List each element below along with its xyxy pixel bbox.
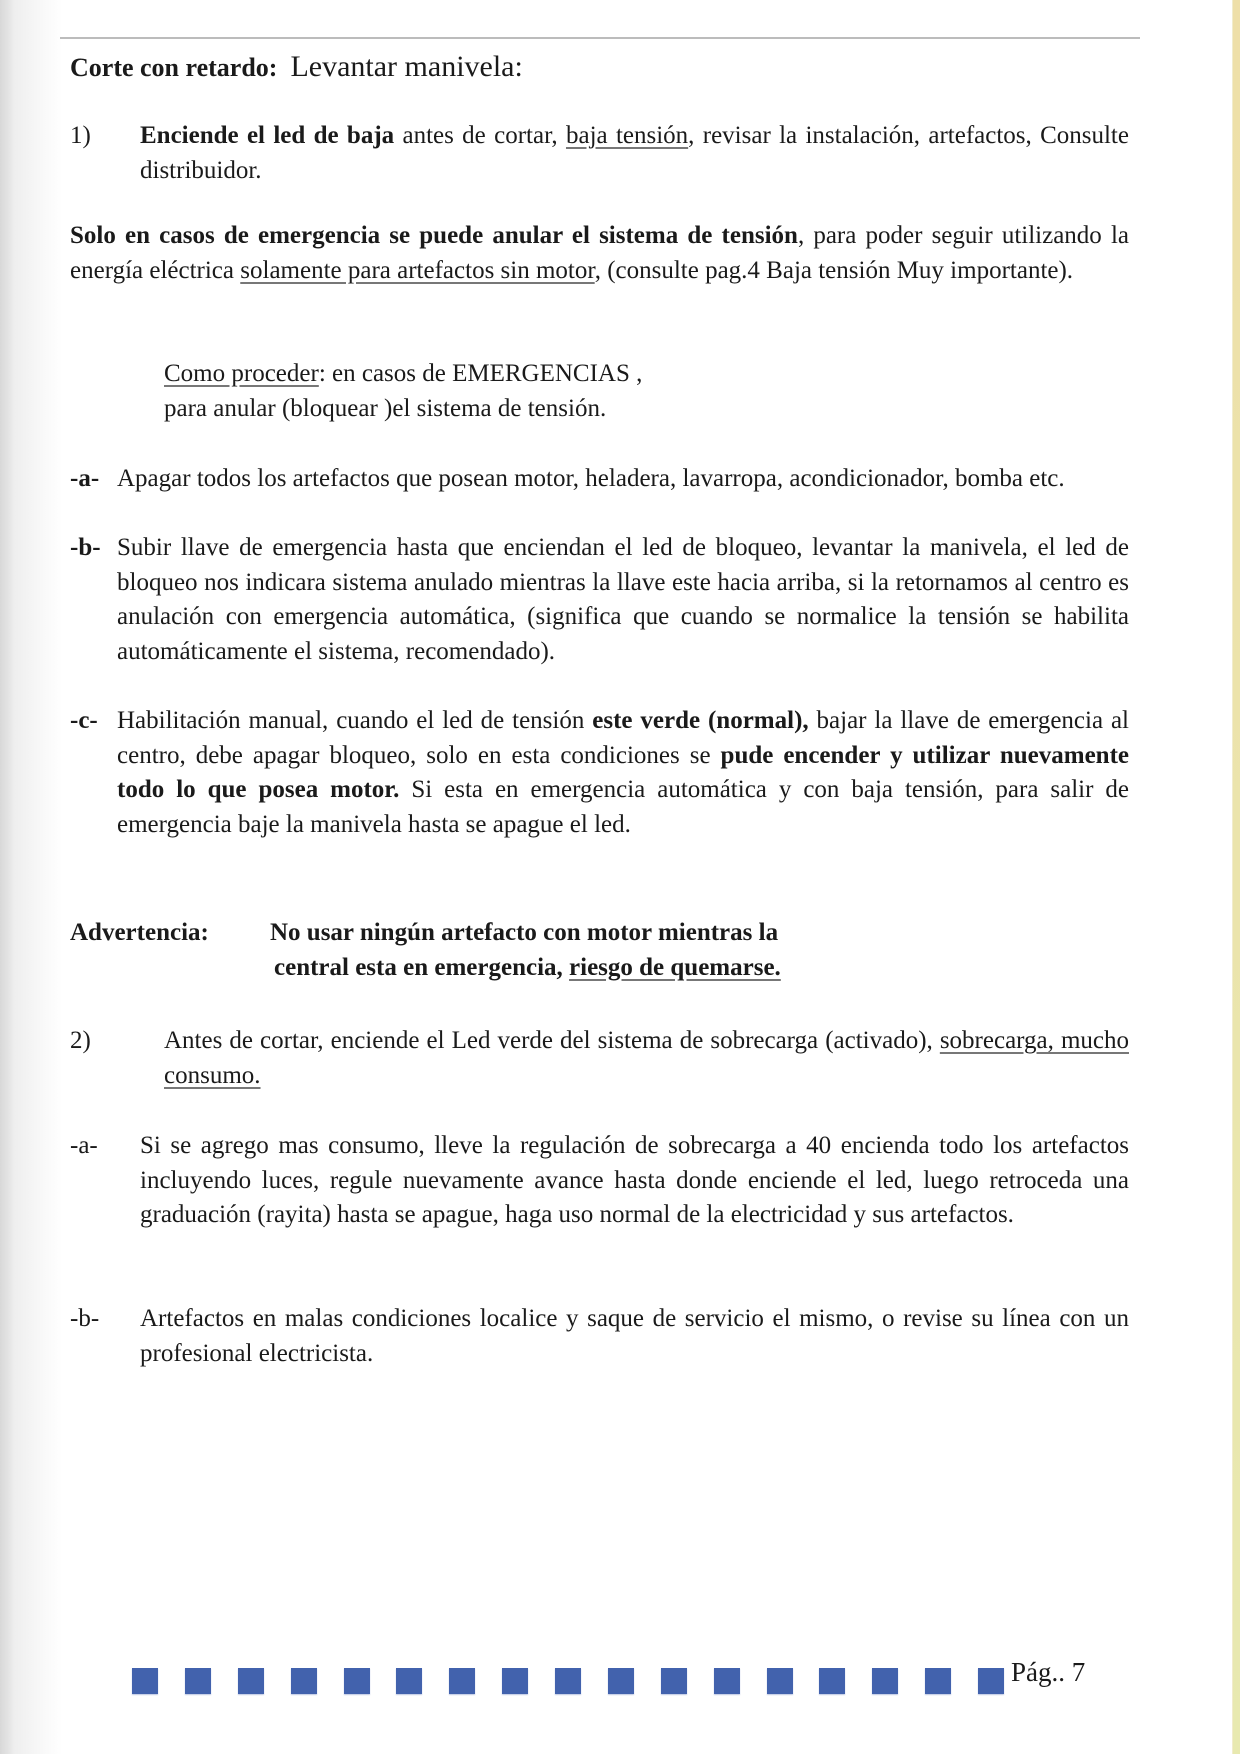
item-2-text-main: Antes de cortar, enciende el Led verde del sistema de sobrecarga (activado), (164, 1027, 940, 1054)
item-2-number: 2) (70, 1027, 91, 1054)
footer-square (132, 1668, 158, 1694)
step-c-text-a: Habilitación manual, cuando el led de tensión (117, 707, 593, 734)
step-b-text: Subir llave de emergencia hasta que enciendan el led de bloqueo, levantar la manivela, el led de bloqueo nos indicara sistema anulado mientras la llave este hacia arriba, si la retornamos al centro es anulación con emergencia automática, (significa que cuando se normalice la tensión se habilita automáticamente el sistema, recomendado). (117, 534, 1129, 665)
overload-step-b-label: -b- (70, 1305, 100, 1332)
footer-square (661, 1668, 687, 1694)
warning-text (270, 916, 1130, 985)
step-c-bold-a: este verde (normal), (592, 707, 809, 734)
procedure-line-1 (164, 357, 1064, 392)
footer-square (819, 1668, 845, 1694)
item-1-bold: Enciende el led de baja (140, 122, 395, 149)
overload-step-a-label: -a- (70, 1132, 98, 1159)
overload-step-b-text: Artefactos en malas condiciones localice y saque de servicio el mismo, o revise su línea con un profesional electricista. (140, 1305, 1129, 1367)
procedure-line-2: para anular (bloquear )el sistema de tensión. (164, 394, 607, 422)
item-1-underlined: baja tensión (565, 122, 689, 149)
step-c-text-b: bajar la llave de emergencia al centro, debe apagar bloqueo, solo en esta condiciones se (117, 707, 1129, 769)
overload-step-a-text: Si se agrego mas consumo, lleve la regulación de sobrecarga a 40 encienda todo los artefactos incluyendo luces, regule nuevamente avance hasta donde enciende el led, luego retroceda una graduación (rayita) hasta se apague, haga uso normal de la electricidad y sus artefactos. (140, 1132, 1129, 1228)
procedure-line-1-rest: : en casos de EMERGENCIAS , (318, 360, 643, 387)
page-right-edge (1232, 0, 1240, 1754)
procedure-intro (164, 357, 1064, 426)
item-1-text (140, 119, 1129, 188)
item-1-text-b: , revisar la instalación, artefactos, Consulte distribuidor. (140, 122, 1129, 184)
footer-square (608, 1668, 634, 1694)
warning-line-1: No usar ningún artefacto con motor mientras la (270, 919, 779, 946)
footer-square (344, 1668, 370, 1694)
footer-square (449, 1668, 475, 1694)
step-c-text-c: Si esta en emergencia automática y con baja tensión, para salir de emergencia baje la manivela hasta se apague el led. (117, 776, 1129, 838)
footer-square (872, 1668, 898, 1694)
emergency-note (70, 219, 1129, 288)
warning-line-2: central esta en emergencia, (274, 953, 570, 981)
page-left-shadow (0, 0, 62, 1754)
item-1-text-a: antes de cortar, (394, 122, 566, 149)
step-c-bold-b: pude encender y utilizar nuevamente todo lo que posea motor. (117, 741, 1129, 803)
page-number: Pág.. 7 (1011, 1657, 1086, 1687)
footer-square (714, 1668, 740, 1694)
footer-square (291, 1668, 317, 1694)
emergency-note-underlined: solamente para artefactos sin motor (240, 256, 595, 284)
footer-square (978, 1668, 1004, 1694)
item-1-number: 1) (70, 122, 91, 149)
footer-square (238, 1668, 264, 1694)
heading-regular: Levantar manivela: (290, 50, 523, 83)
section-heading (70, 47, 523, 88)
warning-line-2-wrap (270, 951, 1130, 986)
footer-square (555, 1668, 581, 1694)
step-a-label: -a- (70, 465, 100, 492)
footer-square (502, 1668, 528, 1694)
emergency-note-text-a: , para poder seguir utilizando la energía eléctrica (70, 222, 1129, 284)
emergency-note-text-b: , (consulte pag.4 Baja tensión Muy importante). (594, 256, 1074, 284)
step-c-label: -c- (70, 707, 98, 734)
header-rule (60, 37, 1140, 39)
step-b-label: -b- (70, 534, 101, 561)
emergency-note-bold: Solo en casos de emergencia se puede anular el sistema de tensión (70, 222, 798, 249)
footer-square (767, 1668, 793, 1694)
step-c-text (117, 704, 1129, 842)
procedure-underlined: Como proceder (164, 360, 319, 387)
heading-bold: Corte con retardo: (70, 53, 278, 82)
step-a-text: Apagar todos los artefactos que posean motor, heladera, lavarropa, acondicionador, bomba etc. (117, 465, 1065, 492)
warning-underlined: riesgo de quemarse. (569, 953, 781, 981)
footer-square (185, 1668, 211, 1694)
footer-square (925, 1668, 951, 1694)
item-2-text (164, 1024, 1129, 1093)
warning-label: Advertencia: (70, 919, 209, 946)
item-2-underlined: sobrecarga, mucho consumo. (164, 1027, 1129, 1089)
footer-square (396, 1668, 422, 1694)
